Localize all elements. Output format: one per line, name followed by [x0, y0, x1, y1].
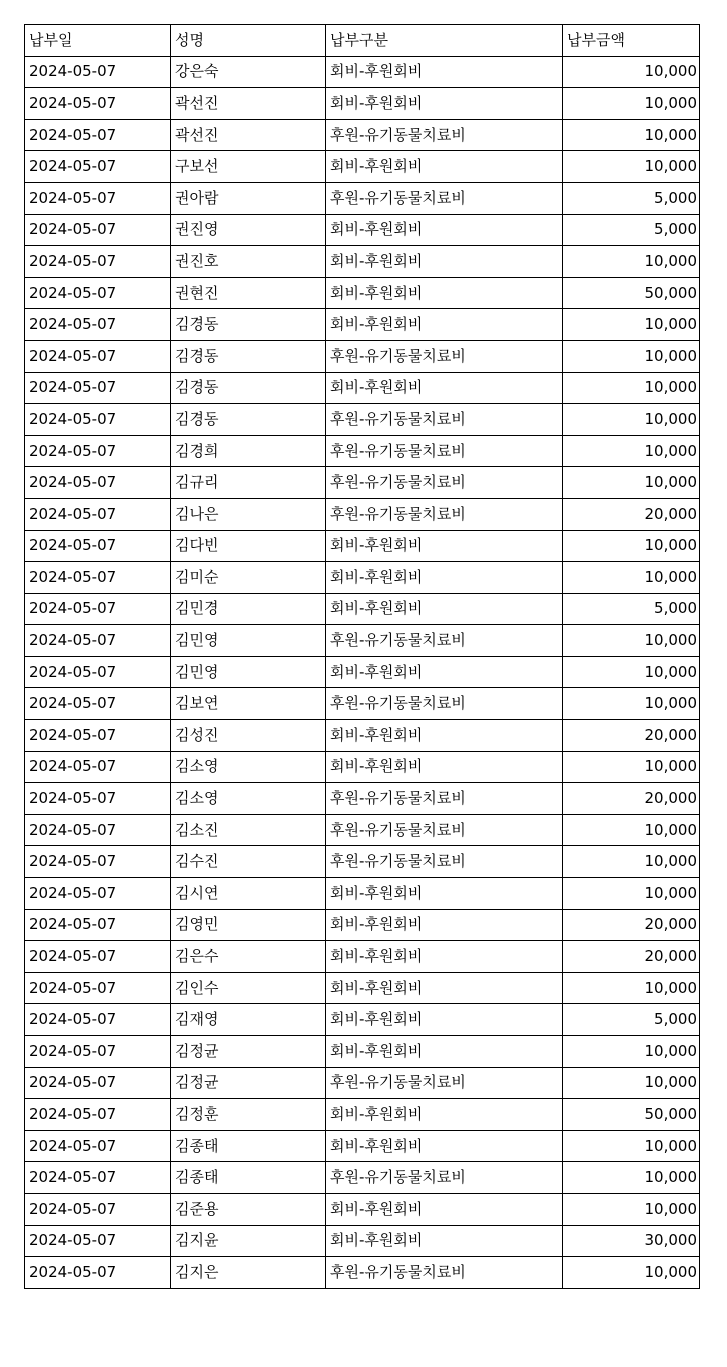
table-row	[25, 467, 700, 499]
cell-name: 김경동	[171, 372, 326, 404]
cell-payment-type: 회비-후원회비	[326, 1036, 563, 1068]
cell-name: 강은숙	[171, 56, 326, 88]
cell-payment-amount: 10,000	[563, 404, 700, 436]
cell-payment-amount: 10,000	[563, 88, 700, 120]
cell-payment-date: 2024-05-07	[25, 941, 171, 973]
cell-payment-type: 회비-후원회비	[326, 941, 563, 973]
table-row	[25, 1067, 700, 1099]
cell-payment-amount: 10,000	[563, 1036, 700, 1068]
cell-name: 김성진	[171, 720, 326, 752]
cell-name: 김경동	[171, 404, 326, 436]
cell-payment-type: 후원-유기동물치료비	[326, 340, 563, 372]
cell-payment-type: 회비-후원회비	[326, 720, 563, 752]
cell-name: 김재영	[171, 1004, 326, 1036]
table-row	[25, 56, 700, 88]
cell-payment-date: 2024-05-07	[25, 151, 171, 183]
cell-payment-type: 회비-후원회비	[326, 246, 563, 278]
cell-payment-amount: 5,000	[563, 593, 700, 625]
cell-payment-type: 회비-후원회비	[326, 1004, 563, 1036]
cell-payment-amount: 30,000	[563, 1225, 700, 1257]
cell-name: 곽선진	[171, 119, 326, 151]
table-row	[25, 562, 700, 594]
cell-payment-type: 회비-후원회비	[326, 1099, 563, 1131]
table-row	[25, 972, 700, 1004]
cell-payment-type: 후원-유기동물치료비	[326, 783, 563, 815]
table-row	[25, 404, 700, 436]
cell-payment-amount: 10,000	[563, 435, 700, 467]
cell-payment-amount: 10,000	[563, 119, 700, 151]
table-row	[25, 593, 700, 625]
cell-payment-amount: 10,000	[563, 656, 700, 688]
cell-payment-date: 2024-05-07	[25, 182, 171, 214]
cell-payment-type: 회비-후원회비	[326, 972, 563, 1004]
cell-payment-type: 회비-후원회비	[326, 372, 563, 404]
table-row	[25, 941, 700, 973]
cell-payment-date: 2024-05-07	[25, 56, 171, 88]
cell-payment-date: 2024-05-07	[25, 909, 171, 941]
cell-name: 김소영	[171, 751, 326, 783]
cell-payment-amount: 10,000	[563, 814, 700, 846]
cell-payment-date: 2024-05-07	[25, 1099, 171, 1131]
cell-payment-type: 회비-후원회비	[326, 151, 563, 183]
payment-table	[24, 24, 700, 1289]
cell-name: 김종태	[171, 1130, 326, 1162]
cell-name: 김정훈	[171, 1099, 326, 1131]
cell-payment-date: 2024-05-07	[25, 846, 171, 878]
table-row	[25, 1193, 700, 1225]
cell-payment-amount: 10,000	[563, 688, 700, 720]
cell-name: 김은수	[171, 941, 326, 973]
cell-payment-type: 회비-후원회비	[326, 56, 563, 88]
table-row	[25, 151, 700, 183]
cell-payment-date: 2024-05-07	[25, 878, 171, 910]
table-row	[25, 878, 700, 910]
cell-name: 곽선진	[171, 88, 326, 120]
table-row	[25, 88, 700, 120]
cell-payment-date: 2024-05-07	[25, 1036, 171, 1068]
cell-payment-date: 2024-05-07	[25, 783, 171, 815]
cell-payment-type: 회비-후원회비	[326, 309, 563, 341]
cell-name: 김나은	[171, 498, 326, 530]
header-row	[25, 25, 700, 57]
cell-payment-amount: 20,000	[563, 909, 700, 941]
cell-payment-date: 2024-05-07	[25, 435, 171, 467]
cell-payment-amount: 10,000	[563, 562, 700, 594]
cell-name: 김지은	[171, 1257, 326, 1289]
cell-payment-amount: 10,000	[563, 1162, 700, 1194]
table-row	[25, 246, 700, 278]
cell-payment-type: 후원-유기동물치료비	[326, 182, 563, 214]
cell-name: 김미순	[171, 562, 326, 594]
cell-payment-amount: 20,000	[563, 498, 700, 530]
cell-payment-type: 회비-후원회비	[326, 562, 563, 594]
table-row	[25, 814, 700, 846]
cell-name: 김민영	[171, 625, 326, 657]
cell-payment-type: 후원-유기동물치료비	[326, 814, 563, 846]
cell-payment-date: 2024-05-07	[25, 1004, 171, 1036]
cell-payment-amount: 10,000	[563, 1257, 700, 1289]
table-row	[25, 498, 700, 530]
cell-payment-amount: 5,000	[563, 1004, 700, 1036]
cell-payment-amount: 10,000	[563, 340, 700, 372]
cell-payment-amount: 10,000	[563, 56, 700, 88]
cell-name: 권진영	[171, 214, 326, 246]
cell-payment-type: 회비-후원회비	[326, 751, 563, 783]
cell-payment-date: 2024-05-07	[25, 467, 171, 499]
table-body	[25, 56, 700, 1288]
cell-payment-date: 2024-05-07	[25, 562, 171, 594]
cell-payment-date: 2024-05-07	[25, 1162, 171, 1194]
cell-name: 김인수	[171, 972, 326, 1004]
cell-payment-type: 후원-유기동물치료비	[326, 404, 563, 436]
cell-name: 김종태	[171, 1162, 326, 1194]
cell-payment-date: 2024-05-07	[25, 309, 171, 341]
cell-payment-amount: 10,000	[563, 309, 700, 341]
cell-name: 김소진	[171, 814, 326, 846]
cell-payment-date: 2024-05-07	[25, 277, 171, 309]
cell-name: 김규리	[171, 467, 326, 499]
cell-payment-date: 2024-05-07	[25, 720, 171, 752]
cell-name: 김정균	[171, 1036, 326, 1068]
cell-payment-date: 2024-05-07	[25, 214, 171, 246]
table-row	[25, 1130, 700, 1162]
cell-name: 권현진	[171, 277, 326, 309]
cell-payment-type: 회비-후원회비	[326, 909, 563, 941]
cell-payment-date: 2024-05-07	[25, 751, 171, 783]
table-row	[25, 435, 700, 467]
cell-payment-date: 2024-05-07	[25, 656, 171, 688]
cell-name: 김지윤	[171, 1225, 326, 1257]
cell-name: 김시연	[171, 878, 326, 910]
cell-payment-type: 회비-후원회비	[326, 656, 563, 688]
table-row	[25, 1257, 700, 1289]
cell-payment-type: 회비-후원회비	[326, 277, 563, 309]
table-row	[25, 751, 700, 783]
cell-name: 김수진	[171, 846, 326, 878]
table-row	[25, 720, 700, 752]
table-row	[25, 656, 700, 688]
cell-payment-date: 2024-05-07	[25, 625, 171, 657]
cell-payment-date: 2024-05-07	[25, 530, 171, 562]
cell-payment-amount: 10,000	[563, 530, 700, 562]
cell-payment-amount: 10,000	[563, 1067, 700, 1099]
cell-payment-type: 회비-후원회비	[326, 1225, 563, 1257]
cell-payment-amount: 10,000	[563, 751, 700, 783]
cell-payment-amount: 10,000	[563, 878, 700, 910]
cell-payment-date: 2024-05-07	[25, 246, 171, 278]
cell-payment-date: 2024-05-07	[25, 972, 171, 1004]
cell-payment-date: 2024-05-07	[25, 372, 171, 404]
cell-name: 권아람	[171, 182, 326, 214]
table-row	[25, 625, 700, 657]
cell-payment-date: 2024-05-07	[25, 498, 171, 530]
cell-name: 김보연	[171, 688, 326, 720]
cell-payment-type: 회비-후원회비	[326, 878, 563, 910]
cell-payment-amount: 20,000	[563, 783, 700, 815]
cell-payment-type: 회비-후원회비	[326, 530, 563, 562]
table-row	[25, 1004, 700, 1036]
table-row	[25, 119, 700, 151]
table-row	[25, 372, 700, 404]
cell-payment-type: 후원-유기동물치료비	[326, 625, 563, 657]
cell-payment-date: 2024-05-07	[25, 1225, 171, 1257]
table-row	[25, 340, 700, 372]
cell-payment-type: 후원-유기동물치료비	[326, 688, 563, 720]
table-row	[25, 182, 700, 214]
cell-payment-type: 회비-후원회비	[326, 1130, 563, 1162]
table-row	[25, 1036, 700, 1068]
cell-payment-type: 후원-유기동물치료비	[326, 846, 563, 878]
cell-payment-date: 2024-05-07	[25, 1130, 171, 1162]
cell-name: 김경동	[171, 309, 326, 341]
cell-payment-date: 2024-05-07	[25, 119, 171, 151]
cell-name: 구보선	[171, 151, 326, 183]
cell-payment-amount: 20,000	[563, 720, 700, 752]
cell-payment-type: 후원-유기동물치료비	[326, 1257, 563, 1289]
cell-name: 김경동	[171, 340, 326, 372]
table-row	[25, 1099, 700, 1131]
table-row	[25, 277, 700, 309]
cell-payment-type: 후원-유기동물치료비	[326, 498, 563, 530]
table-row	[25, 783, 700, 815]
cell-payment-type: 후원-유기동물치료비	[326, 435, 563, 467]
table-row	[25, 214, 700, 246]
cell-payment-amount: 10,000	[563, 625, 700, 657]
cell-name: 김경희	[171, 435, 326, 467]
cell-payment-date: 2024-05-07	[25, 593, 171, 625]
header-payment-date: 납부일	[25, 25, 171, 57]
cell-name: 김다빈	[171, 530, 326, 562]
cell-payment-amount: 10,000	[563, 972, 700, 1004]
cell-name: 김민영	[171, 656, 326, 688]
cell-payment-type: 후원-유기동물치료비	[326, 467, 563, 499]
cell-payment-date: 2024-05-07	[25, 814, 171, 846]
table-row	[25, 1225, 700, 1257]
cell-payment-amount: 20,000	[563, 941, 700, 973]
cell-payment-type: 회비-후원회비	[326, 214, 563, 246]
cell-name: 김정균	[171, 1067, 326, 1099]
cell-payment-amount: 10,000	[563, 1130, 700, 1162]
cell-name: 김준용	[171, 1193, 326, 1225]
cell-name: 김영민	[171, 909, 326, 941]
cell-payment-date: 2024-05-07	[25, 1067, 171, 1099]
cell-payment-amount: 10,000	[563, 151, 700, 183]
cell-payment-amount: 10,000	[563, 467, 700, 499]
cell-payment-type: 회비-후원회비	[326, 88, 563, 120]
table-row	[25, 530, 700, 562]
cell-name: 권진호	[171, 246, 326, 278]
cell-payment-type: 회비-후원회비	[326, 593, 563, 625]
cell-payment-amount: 5,000	[563, 182, 700, 214]
cell-payment-amount: 10,000	[563, 1193, 700, 1225]
cell-payment-amount: 10,000	[563, 846, 700, 878]
cell-payment-type: 후원-유기동물치료비	[326, 1162, 563, 1194]
cell-payment-type: 후원-유기동물치료비	[326, 1067, 563, 1099]
cell-payment-date: 2024-05-07	[25, 88, 171, 120]
cell-payment-amount: 50,000	[563, 1099, 700, 1131]
cell-payment-type: 후원-유기동물치료비	[326, 119, 563, 151]
cell-payment-date: 2024-05-07	[25, 404, 171, 436]
cell-payment-amount: 50,000	[563, 277, 700, 309]
cell-name: 김소영	[171, 783, 326, 815]
cell-payment-amount: 5,000	[563, 214, 700, 246]
cell-payment-amount: 10,000	[563, 372, 700, 404]
table-row	[25, 909, 700, 941]
table-row	[25, 309, 700, 341]
cell-payment-date: 2024-05-07	[25, 340, 171, 372]
cell-name: 김민경	[171, 593, 326, 625]
table-row	[25, 1162, 700, 1194]
cell-payment-amount: 10,000	[563, 246, 700, 278]
header-payment-amount: 납부금액	[563, 25, 700, 57]
table-row	[25, 688, 700, 720]
cell-payment-type: 회비-후원회비	[326, 1193, 563, 1225]
header-name: 성명	[171, 25, 326, 57]
header-payment-type: 납부구분	[326, 25, 563, 57]
table-row	[25, 846, 700, 878]
cell-payment-date: 2024-05-07	[25, 1257, 171, 1289]
cell-payment-date: 2024-05-07	[25, 1193, 171, 1225]
cell-payment-date: 2024-05-07	[25, 688, 171, 720]
